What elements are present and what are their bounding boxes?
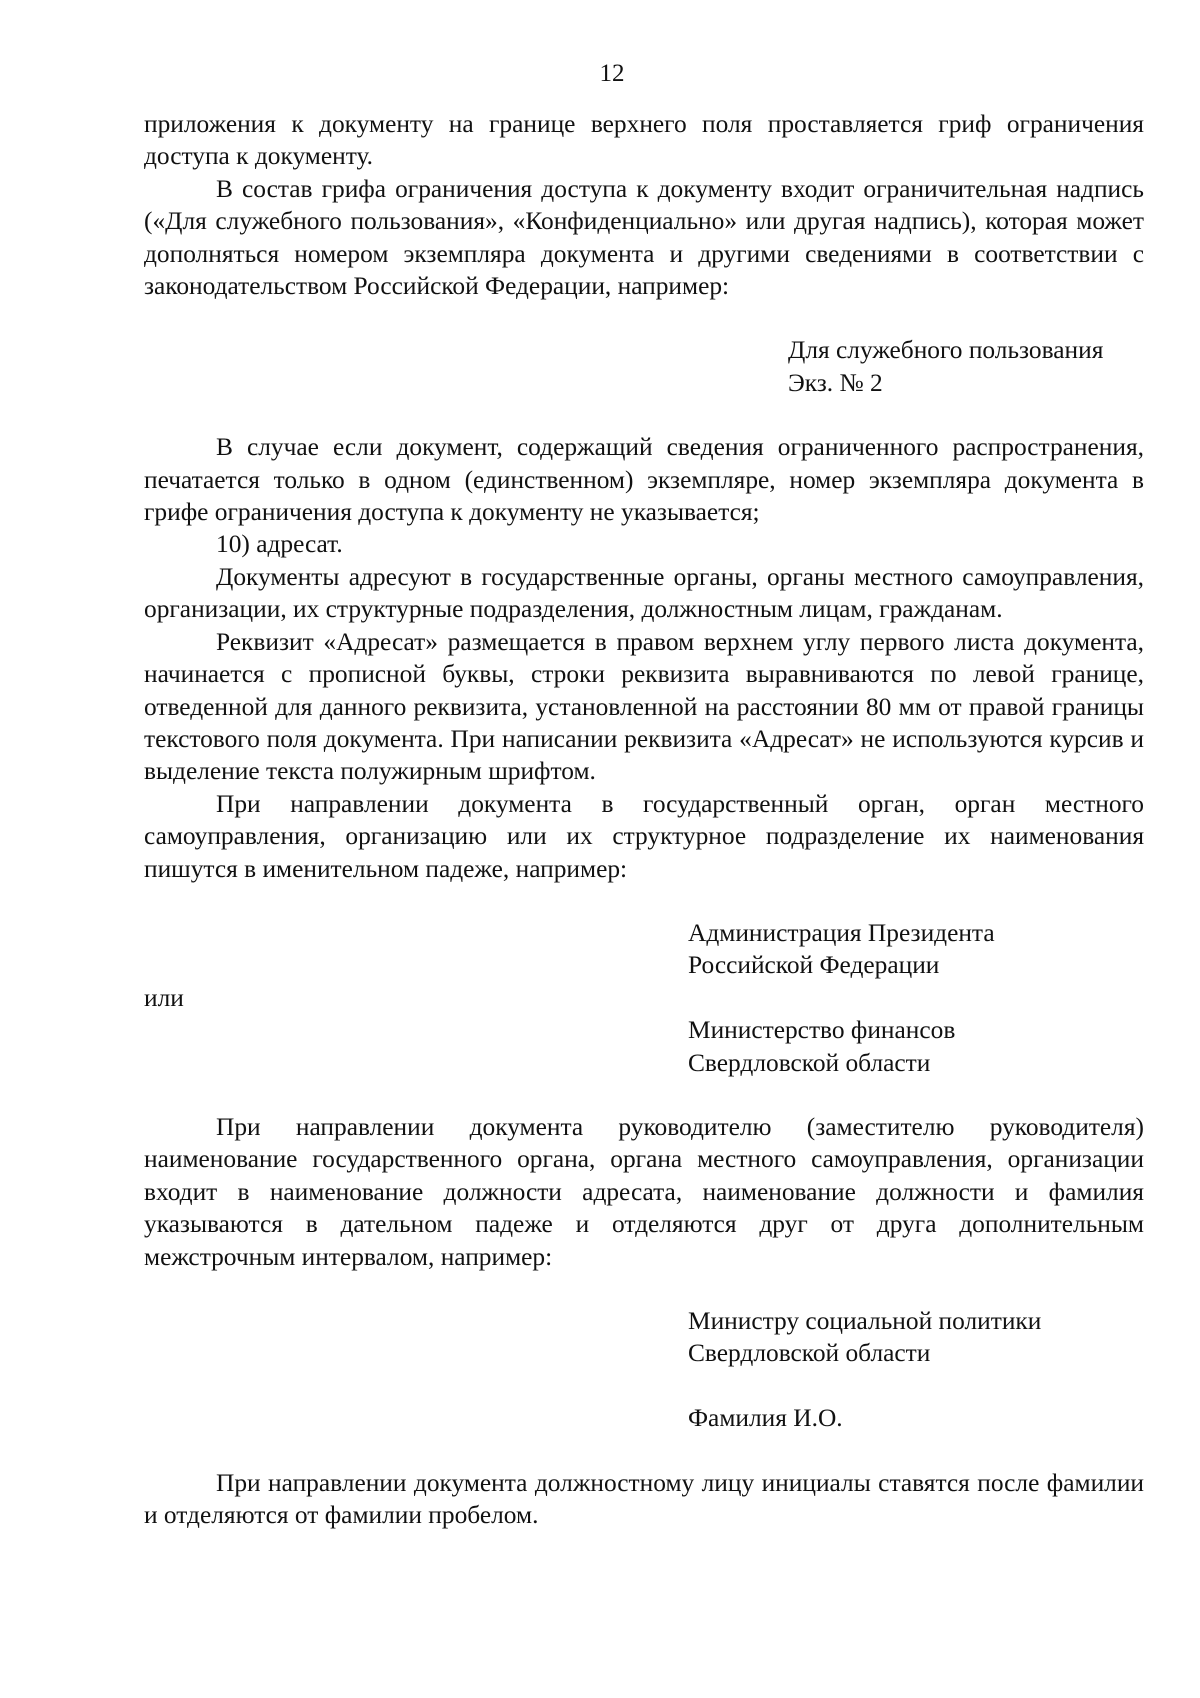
paragraph-stamp-composition: В состав грифа ограничения доступа к документу входит ограничительная надпись («Для служебного пользования», «Конфиденциально» или другая надпись), которая может дополняться номером экземпляра документа и другими сведениями в соответствии с законодательством Российской Федерации, например: [144,174,1144,301]
addressee-1-line-2: Российской Федерации [688,951,940,980]
stamp-line-1: Для служебного пользования [788,336,1104,365]
paragraph-dative-case: При направлении документа руководителю (заместителю руководителя) наименование государственного органа, органа местного самоуправления, организации входит в наименование должности адресата, наименование должности и фамилия указываются в дательном падеже и отделяются друг от друга дополнительным межстрочным интервалом, например: [144,1112,1144,1271]
addressee-2-line-2: Свердловской области [688,1048,931,1077]
example-addressee-3 [688,1305,1144,1435]
addressee-3-line-1: Министру социальной политики [688,1307,1042,1335]
paragraph-item-10: 10) адресат. [216,530,343,559]
page-number: 12 [599,60,625,87]
paragraph-continuation: приложения к документу на границе верхнего поля проставляется гриф ограничения доступа к документу. [144,110,1144,171]
paragraph-addressee-placement: Реквизит «Адресат» размещается в правом верхнем углу первого листа документа, начинается с прописной буквы, строки реквизита выравниваются по левой границе, отведенной для данного реквизита, установленной на расстоянии 80 мм от правой границы текстового поля документа. При написании реквизита «Адресат» не используются курсив и выделение текста полужирным шрифтом. [144,627,1144,786]
addressee-3-line-3: Фамилия И.О. [688,1404,843,1433]
example-addressee-2 [688,1014,1144,1079]
document-body [144,108,1144,1531]
paragraph-addressees: Документы адресуют в государственные органы, органы местного самоуправления, организации, их структурные подразделения, должностным лицам, гражданам. [144,562,1144,624]
stamp-line-2: Экз. № 2 [788,368,883,397]
example-addressee-1 [688,917,1144,982]
paragraph-initials: При направлении документа должностному лицу инициалы ставятся после фамилии и отделяются от фамилии пробелом. [144,1468,1144,1530]
addressee-3-spacer [688,1370,1144,1402]
addressee-1-line-1: Администрация Президента [688,918,995,947]
addressee-2-line-1: Министерство финансов [688,1016,956,1045]
paragraph-nominative-case: При направлении документа в государственный орган, орган местного самоуправления, организацию или их структурное подразделение их наименования пишутся в именительном падеже, например: [144,789,1144,883]
paragraph-single-copy: В случае если документ, содержащий сведения ограниченного распространения, печатается только в одном (единственном) экземпляре, номер экземпляра документа в грифе ограничения доступа к документу не указывается; [144,433,1144,527]
or-separator: или [144,983,184,1012]
example-restriction-stamp [788,334,1144,399]
addressee-3-line-2: Свердловской области [688,1339,931,1368]
